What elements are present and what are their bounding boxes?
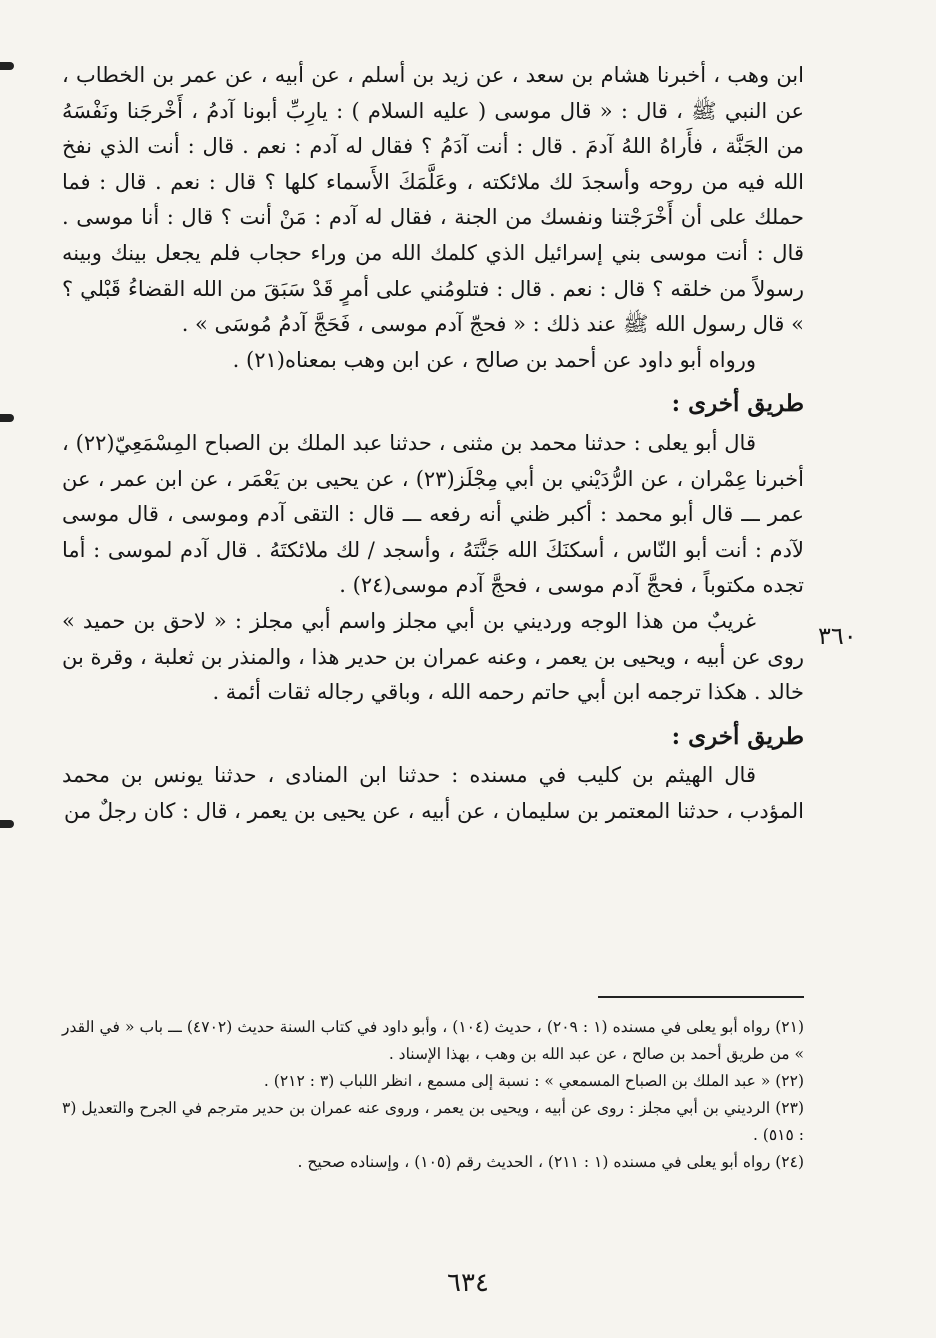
- edge-mark-lower: [0, 820, 14, 828]
- margin-page-reference: ٣٦٠: [818, 622, 857, 650]
- edge-mark-middle: [0, 414, 14, 422]
- main-text: [62, 58, 804, 829]
- paragraph-5: قال الهيثم بن كليب في مسنده : حدثنا ابن المنادى ، حدثنا يونس بن محمد المؤدب ، حدثنا المعتمر بن سليمان ، عن أبيه ، عن يحيى بن يعمر ، قال : كان رجلٌ من: [62, 763, 804, 823]
- paragraph-3: قال أبو يعلى : حدثنا محمد بن مثنى ، حدثنا عبد الملك بن الصباح المِسْمَعِيّ(٢٢) ، أخبرنا عِمْران ، عن الرُّدَيْني بن أبي مِجْلَز(٢٣) ، عن يحيى بن يَعْمَر ، عن ابن عمر ، عن عمر ـــ قال أبو محمد : أكبر ظني أنه رفعه ـــ قال : التقى آدم وموسى ، قال موسى لآدم : أنت أبو النّاس ، أسكنَكَ الله جَنَّتَهُ ، وأسجد / لك ملائكتَهُ . قال آدم لموسى : أما تجده مكتوباً ، فحجَّ آدم موسى ، فحجَّ آدم موسى(٢٤) .: [62, 430, 804, 598]
- footnote-21: (٢١) رواه أبو يعلى في مسنده (١ : ٢٠٩) ، حديث (١٠٤) ، وأبو داود في كتاب السنة حديث (٤٧٠٢) ـــ باب « في القدر » من طريق أحمد بن صالح ، عن عبد الله بن وهب ، بهذا الإسناد .: [62, 1018, 804, 1063]
- paragraph-4: غريبٌ من هذا الوجه ورديني بن أبي مجلز واسم أبي مجلز : « لاحق بن حميد » روى عن أبيه ، ويحيى بن يعمر ، وعنه عمران بن حدير هذا ، والمنذر بن ثعلبة ، وقرة بن خالد . هكذا ترجمه ابن أبي حاتم رحمه الله ، وباقي رجاله ثقات أئمة .: [62, 608, 804, 705]
- footnote-22: (٢٢) « عبد الملك بن الصباح المسمعي » : نسبة إلى مسمع ، انظر اللباب (٣ : ٢١٢) .: [263, 1072, 804, 1090]
- edge-mark-top: [0, 62, 14, 70]
- paragraph-1: ابن وهب ، أخبرنا هشام بن سعد ، عن زيد بن أسلم ، عن أبيه ، عن عمر بن الخطاب ، عن النبي ﷺ ، قال : « قال موسى ( عليه السلام ) : يارِبِّ أبونا آدمُ ، أَخْرجَنا ونَفْسَهُ من الجَنَّة ، فأَراهُ اللهُ آدمَ . قال : أنت آدَمُ ؟ فقال له آدم : نعم . قال : أنت الذي نفخ الله فيه من روحه وأسجدَ لك ملائكته ، وعَلَّمَكَ الأَسماء كلها ؟ قال : نعم . قال : فما حملك على أن أَخْرَجْتنا ونفسك من الجنة ، فقال له آدم : مَنْ أنت ؟ قال : أنا موسى . قال : أنت موسى بني إسرائيل الذي كلمك الله من وراء حجاب فلم يجعل بينك وبينه رسولاً من خلقه ؟ قال : نعم . قال : فتلومُني على أمرٍ قَدْ سَبَقَ من الله القضاءُ قَبْلي ؟ » قال رسول الله ﷺ عند ذلك : « فحجّ آدم موسى ، فَحَجَّ آدمُ مُوسَى » .: [62, 63, 804, 337]
- section-heading-1: طريق أخرى :: [671, 390, 804, 418]
- paragraph-2: ورواه أبو داود عن أحمد بن صالح ، عن ابن وهب بمعناه(٢١) .: [232, 347, 756, 372]
- footnote-divider: [598, 996, 804, 998]
- footnotes: [62, 1014, 804, 1176]
- footnote-24: (٢٤) رواه أبو يعلى في مسنده (١ : ٢١١) ، الحديث رقم (١٠٥) ، وإسناده صحيح .: [297, 1153, 804, 1171]
- page-number: ٦٣٤: [447, 1268, 489, 1298]
- section-heading-2: طريق أخرى :: [671, 722, 804, 750]
- footnote-23: (٢٣) الرديني بن أبي مجلز : روى عن أبيه ، ويحيى بن يعمر ، وروى عنه عمران بن حدير مترجم في الجرح والتعديل (٣ : ٥١٥) .: [62, 1099, 804, 1144]
